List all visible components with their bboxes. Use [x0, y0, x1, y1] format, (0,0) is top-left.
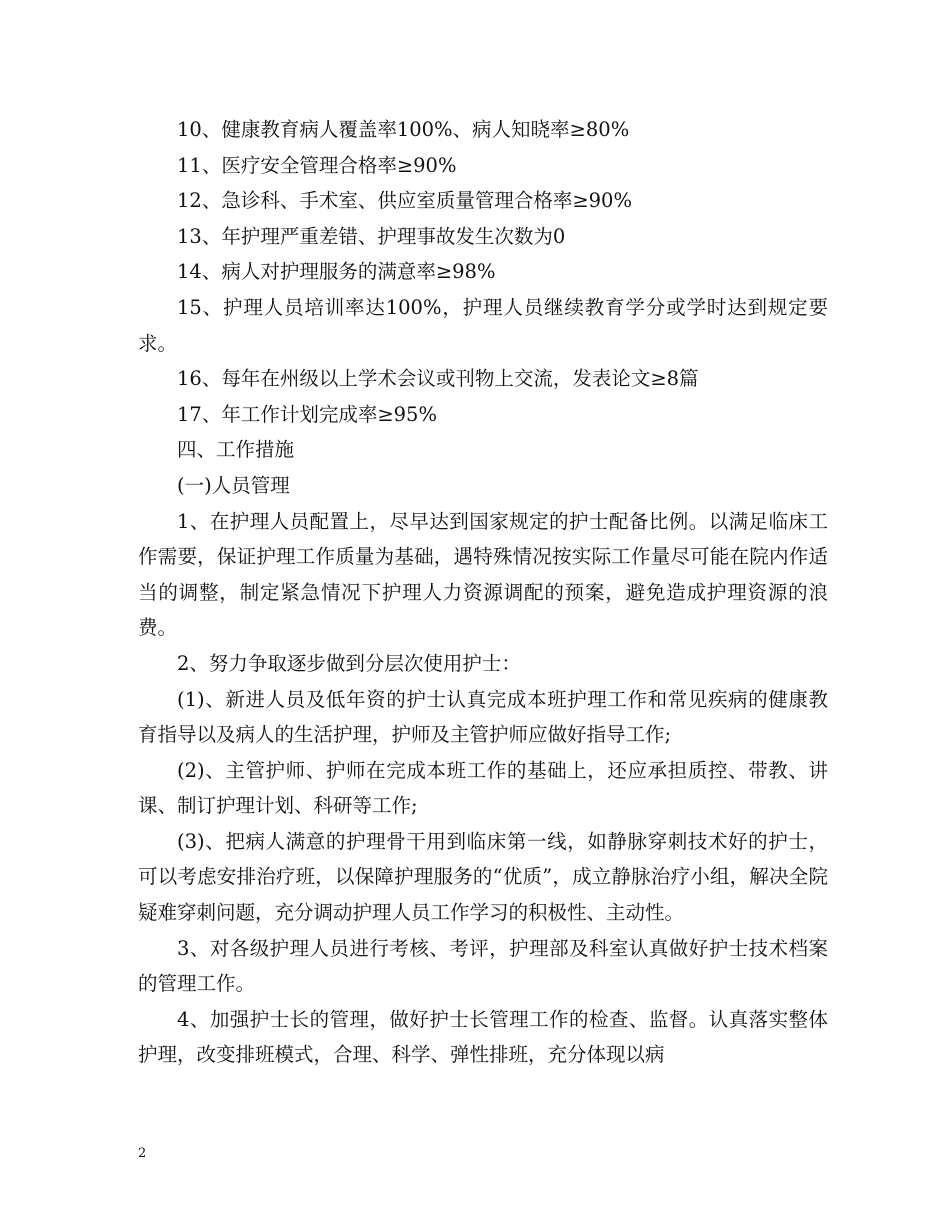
paragraph-item-10: 10、健康教育病人覆盖率100%、病人知晓率≥80%	[177, 118, 630, 141]
paragraph-item-13: 13、年护理严重差错、护理事故发生次数为0	[177, 224, 566, 248]
paragraph-item-16: 16、每年在州级以上学术会议或刊物上交流，发表论文≥8篇	[177, 367, 699, 391]
page-number: 2	[138, 1146, 147, 1161]
paragraph-item-11: 11、医疗安全管理合格率≥90%	[177, 153, 457, 177]
section-heading-measures: 四、工作措施	[177, 438, 295, 462]
paragraph-item-12: 12、急诊科、手术室、供应室质量管理合格率≥90%	[177, 189, 632, 213]
measure-subitem-3: (3)、把病人满意的护理骨干用到临床第一线，如静脉穿刺技术好的护士，可以考虑安排治疗班，以保障护理服务的“优质”，成立静脉治疗小组，解决全院疑难穿刺问题，充分调动护理人员工作学习的积极性、主动性。	[138, 829, 828, 925]
measure-subitem-2: (2)、主管护师、护师在完成本班工作的基础上，还应承担质控、带教、讲课、制订护理计划、科研等工作;	[138, 758, 828, 818]
measure-paragraph-1: 1、在护理人员配置上，尽早达到国家规定的护士配备比例。以满足临床工作需要，保证护理工作质量为基础，遇特殊情况按实际工作量尽可能在院内作适当的调整，制定紧急情况下护理人力资源调配的预案，避免造成护理资源的浪费。	[138, 509, 828, 640]
paragraph-item-15: 15、护理人员培训率达100%，护理人员继续教育学分或学时达到规定要求。	[138, 295, 828, 355]
measure-paragraph-4: 4、加强护士长的管理，做好护士长管理工作的检查、监督。认真落实整体护理，改变排班模式，合理、科学、弹性排班，充分体现以病	[138, 1007, 828, 1067]
measure-paragraph-3: 3、对各级护理人员进行考核、考评，护理部及科室认真做好护士技术档案的管理工作。	[138, 936, 828, 996]
paragraph-item-14: 14、病人对护理服务的满意率≥98%	[177, 260, 496, 284]
document-body	[138, 112, 828, 1073]
subsection-heading-personnel: (一)人员管理	[177, 473, 290, 497]
measure-paragraph-2: 2、努力争取逐步做到分层次使用护士：	[177, 651, 521, 675]
paragraph-item-17: 17、年工作计划完成率≥95%	[177, 402, 437, 426]
measure-subitem-1: (1)、新进人员及低年资的护士认真完成本班护理工作和常见疾病的健康教育指导以及病人的生活护理，护师及主管护师应做好指导工作;	[138, 687, 828, 747]
